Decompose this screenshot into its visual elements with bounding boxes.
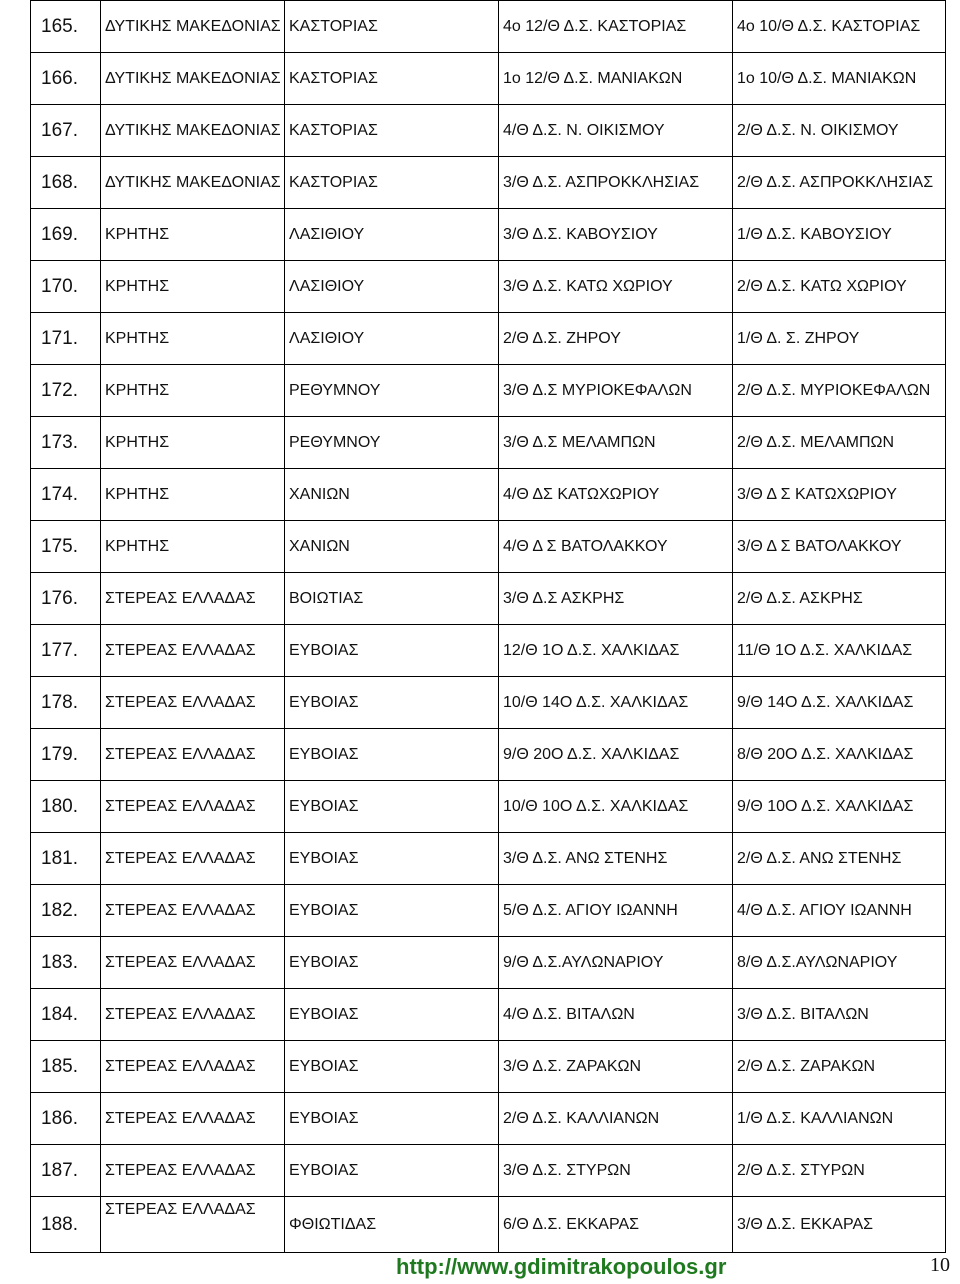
- region-cell: ΔΥΤΙΚΗΣ ΜΑΚΕΔΟΝΙΑΣ: [101, 1, 285, 53]
- prefecture-cell: ΕΥΒΟΙΑΣ: [285, 937, 499, 989]
- page-number: 10: [930, 1254, 950, 1276]
- row-number: 176.: [31, 573, 101, 625]
- table-row: [31, 417, 946, 469]
- row-number: 165.: [31, 1, 101, 53]
- region-cell: ΣΤΕΡΕΑΣ ΕΛΛΑΔΑΣ: [101, 1197, 285, 1253]
- school-to-cell: 2/Θ Δ.Σ. ΣΤΥΡΩΝ: [733, 1145, 946, 1197]
- row-number: 168.: [31, 157, 101, 209]
- table-row: [31, 781, 946, 833]
- table-row: [31, 157, 946, 209]
- table-row: [31, 261, 946, 313]
- school-to-cell: 3/Θ Δ.Σ. ΕΚΚΑΡΑΣ: [733, 1197, 946, 1253]
- school-to-cell: 2/Θ Δ.Σ. ΜΥΡΙΟΚΕΦΑΛΩΝ: [733, 365, 946, 417]
- prefecture-cell: ΕΥΒΟΙΑΣ: [285, 989, 499, 1041]
- prefecture-cell: ΡΕΘΥΜΝΟΥ: [285, 365, 499, 417]
- table-row: [31, 1145, 946, 1197]
- school-to-cell: 8/Θ 20Ο Δ.Σ. ΧΑΛΚΙΔΑΣ: [733, 729, 946, 781]
- region-cell: ΣΤΕΡΕΑΣ ΕΛΛΑΔΑΣ: [101, 781, 285, 833]
- table-row: [31, 833, 946, 885]
- table-row: [31, 677, 946, 729]
- region-cell: ΚΡΗΤΗΣ: [101, 469, 285, 521]
- region-cell: ΔΥΤΙΚΗΣ ΜΑΚΕΔΟΝΙΑΣ: [101, 157, 285, 209]
- table-row: [31, 729, 946, 781]
- school-from-cell: 3/Θ Δ.Σ. ΣΤΥΡΩΝ: [499, 1145, 733, 1197]
- prefecture-cell: ΕΥΒΟΙΑΣ: [285, 885, 499, 937]
- school-from-cell: 4/Θ Δ.Σ. ΒΙΤΑΛΩΝ: [499, 989, 733, 1041]
- school-from-cell: 3/Θ Δ.Σ ΑΣΚΡΗΣ: [499, 573, 733, 625]
- row-number: 185.: [31, 1041, 101, 1093]
- school-to-cell: 1/Θ Δ.Σ. ΚΑΒΟΥΣΙΟΥ: [733, 209, 946, 261]
- prefecture-cell: ΕΥΒΟΙΑΣ: [285, 1145, 499, 1197]
- school-to-cell: 2/Θ Δ.Σ. ΚΑΤΩ ΧΩΡΙΟΥ: [733, 261, 946, 313]
- region-cell: ΣΤΕΡΕΑΣ ΕΛΛΑΔΑΣ: [101, 885, 285, 937]
- school-from-cell: 3/Θ Δ.Σ. ΚΑΒΟΥΣΙΟΥ: [499, 209, 733, 261]
- region-cell: ΣΤΕΡΕΑΣ ΕΛΛΑΔΑΣ: [101, 1093, 285, 1145]
- school-from-cell: 5/Θ Δ.Σ. ΑΓΙΟΥ ΙΩΑΝΝΗ: [499, 885, 733, 937]
- row-number: 181.: [31, 833, 101, 885]
- region-cell: ΣΤΕΡΕΑΣ ΕΛΛΑΔΑΣ: [101, 573, 285, 625]
- row-number: 172.: [31, 365, 101, 417]
- region-cell: ΣΤΕΡΕΑΣ ΕΛΛΑΔΑΣ: [101, 625, 285, 677]
- region-cell: ΚΡΗΤΗΣ: [101, 521, 285, 573]
- table-row: [31, 521, 946, 573]
- school-from-cell: 10/Θ 14Ο Δ.Σ. ΧΑΛΚΙΔΑΣ: [499, 677, 733, 729]
- row-number: 178.: [31, 677, 101, 729]
- school-to-cell: 3/Θ Δ Σ ΒΑΤΟΛΑΚΚΟΥ: [733, 521, 946, 573]
- prefecture-cell: ΕΥΒΟΙΑΣ: [285, 1093, 499, 1145]
- prefecture-cell: ΧΑΝΙΩΝ: [285, 469, 499, 521]
- school-from-cell: 9/Θ 20Ο Δ.Σ. ΧΑΛΚΙΔΑΣ: [499, 729, 733, 781]
- row-number: 171.: [31, 313, 101, 365]
- school-from-cell: 9/Θ Δ.Σ.ΑΥΛΩΝΑΡΙΟΥ: [499, 937, 733, 989]
- school-to-cell: 9/Θ 10Ο Δ.Σ. ΧΑΛΚΙΔΑΣ: [733, 781, 946, 833]
- region-cell: ΣΤΕΡΕΑΣ ΕΛΛΑΔΑΣ: [101, 1041, 285, 1093]
- region-cell: ΚΡΗΤΗΣ: [101, 365, 285, 417]
- school-to-cell: 4ο 10/Θ Δ.Σ. ΚΑΣΤΟΡΙΑΣ: [733, 1, 946, 53]
- school-from-cell: 10/Θ 10Ο Δ.Σ. ΧΑΛΚΙΔΑΣ: [499, 781, 733, 833]
- prefecture-cell: ΕΥΒΟΙΑΣ: [285, 781, 499, 833]
- prefecture-cell: ΛΑΣΙΘΙΟΥ: [285, 209, 499, 261]
- table-body: [31, 1, 946, 1253]
- region-cell: ΚΡΗΤΗΣ: [101, 261, 285, 313]
- school-from-cell: 1ο 12/Θ Δ.Σ. ΜΑΝΙΑΚΩΝ: [499, 53, 733, 105]
- region-cell: ΣΤΕΡΕΑΣ ΕΛΛΑΔΑΣ: [101, 729, 285, 781]
- prefecture-cell: ΕΥΒΟΙΑΣ: [285, 729, 499, 781]
- region-cell: ΣΤΕΡΕΑΣ ΕΛΛΑΔΑΣ: [101, 677, 285, 729]
- prefecture-cell: ΦΘΙΩΤΙΔΑΣ: [285, 1197, 499, 1253]
- table-row: [31, 209, 946, 261]
- school-to-cell: 11/Θ 1Ο Δ.Σ. ΧΑΛΚΙΔΑΣ: [733, 625, 946, 677]
- school-to-cell: 3/Θ Δ Σ ΚΑΤΩΧΩΡΙΟΥ: [733, 469, 946, 521]
- prefecture-cell: ΛΑΣΙΘΙΟΥ: [285, 261, 499, 313]
- prefecture-cell: ΚΑΣΤΟΡΙΑΣ: [285, 105, 499, 157]
- region-cell: ΚΡΗΤΗΣ: [101, 313, 285, 365]
- school-to-cell: 2/Θ Δ.Σ. ΑΣΠΡΟΚΚΛΗΣΙΑΣ: [733, 157, 946, 209]
- row-number: 180.: [31, 781, 101, 833]
- table-row: [31, 1041, 946, 1093]
- school-from-cell: 4/Θ Δ.Σ. Ν. ΟΙΚΙΣΜΟΥ: [499, 105, 733, 157]
- table-row: [31, 1, 946, 53]
- school-from-cell: 3/Θ Δ.Σ. ΖΑΡΑΚΩΝ: [499, 1041, 733, 1093]
- school-from-cell: 4/Θ Δ Σ ΒΑΤΟΛΑΚΚΟΥ: [499, 521, 733, 573]
- table-row: [31, 365, 946, 417]
- prefecture-cell: ΚΑΣΤΟΡΙΑΣ: [285, 157, 499, 209]
- school-from-cell: 6/Θ Δ.Σ. ΕΚΚΑΡΑΣ: [499, 1197, 733, 1253]
- row-number: 169.: [31, 209, 101, 261]
- region-cell: ΣΤΕΡΕΑΣ ΕΛΛΑΔΑΣ: [101, 833, 285, 885]
- school-to-cell: 2/Θ Δ.Σ. ΑΝΩ ΣΤΕΝΗΣ: [733, 833, 946, 885]
- school-from-cell: 2/Θ Δ.Σ. ΖΗΡΟΥ: [499, 313, 733, 365]
- region-cell: ΣΤΕΡΕΑΣ ΕΛΛΑΔΑΣ: [101, 937, 285, 989]
- table-row: [31, 1197, 946, 1253]
- prefecture-cell: ΕΥΒΟΙΑΣ: [285, 677, 499, 729]
- school-from-cell: 2/Θ Δ.Σ. ΚΑΛΛΙΑΝΩΝ: [499, 1093, 733, 1145]
- prefecture-cell: ΕΥΒΟΙΑΣ: [285, 1041, 499, 1093]
- school-from-cell: 3/Θ Δ.Σ. ΚΑΤΩ ΧΩΡΙΟΥ: [499, 261, 733, 313]
- row-number: 174.: [31, 469, 101, 521]
- school-to-cell: 3/Θ Δ.Σ. ΒΙΤΑΛΩΝ: [733, 989, 946, 1041]
- table-row: [31, 1093, 946, 1145]
- row-number: 175.: [31, 521, 101, 573]
- table-row: [31, 105, 946, 157]
- region-cell: ΔΥΤΙΚΗΣ ΜΑΚΕΔΟΝΙΑΣ: [101, 53, 285, 105]
- row-number: 186.: [31, 1093, 101, 1145]
- row-number: 166.: [31, 53, 101, 105]
- region-cell: ΚΡΗΤΗΣ: [101, 417, 285, 469]
- school-from-cell: 3/Θ Δ.Σ ΜΕΛΑΜΠΩΝ: [499, 417, 733, 469]
- row-number: 167.: [31, 105, 101, 157]
- row-number: 173.: [31, 417, 101, 469]
- prefecture-cell: ΡΕΘΥΜΝΟΥ: [285, 417, 499, 469]
- row-number: 188.: [31, 1197, 101, 1253]
- row-number: 179.: [31, 729, 101, 781]
- table-row: [31, 53, 946, 105]
- prefecture-cell: ΚΑΣΤΟΡΙΑΣ: [285, 53, 499, 105]
- row-number: 187.: [31, 1145, 101, 1197]
- table-row: [31, 885, 946, 937]
- prefecture-cell: ΒΟΙΩΤΙΑΣ: [285, 573, 499, 625]
- region-cell: ΣΤΕΡΕΑΣ ΕΛΛΑΔΑΣ: [101, 989, 285, 1041]
- school-to-cell: 1/Θ Δ.Σ. ΚΑΛΛΙΑΝΩΝ: [733, 1093, 946, 1145]
- school-from-cell: 4ο 12/Θ Δ.Σ. ΚΑΣΤΟΡΙΑΣ: [499, 1, 733, 53]
- school-to-cell: 8/Θ Δ.Σ.ΑΥΛΩΝΑΡΙΟΥ: [733, 937, 946, 989]
- school-from-cell: 3/Θ Δ.Σ ΜΥΡΙΟΚΕΦΑΛΩΝ: [499, 365, 733, 417]
- school-to-cell: 2/Θ Δ.Σ. ΑΣΚΡΗΣ: [733, 573, 946, 625]
- school-from-cell: 12/Θ 1Ο Δ.Σ. ΧΑΛΚΙΔΑΣ: [499, 625, 733, 677]
- school-to-cell: 2/Θ Δ.Σ. Ν. ΟΙΚΙΣΜΟΥ: [733, 105, 946, 157]
- row-number: 184.: [31, 989, 101, 1041]
- row-number: 177.: [31, 625, 101, 677]
- school-to-cell: 1ο 10/Θ Δ.Σ. ΜΑΝΙΑΚΩΝ: [733, 53, 946, 105]
- table-row: [31, 573, 946, 625]
- table-row: [31, 469, 946, 521]
- school-to-cell: 2/Θ Δ.Σ. ΜΕΛΑΜΠΩΝ: [733, 417, 946, 469]
- prefecture-cell: ΕΥΒΟΙΑΣ: [285, 625, 499, 677]
- prefecture-cell: ΛΑΣΙΘΙΟΥ: [285, 313, 499, 365]
- school-to-cell: 2/Θ Δ.Σ. ΖΑΡΑΚΩΝ: [733, 1041, 946, 1093]
- school-to-cell: 4/Θ Δ.Σ. ΑΓΙΟΥ ΙΩΑΝΝΗ: [733, 885, 946, 937]
- table-row: [31, 625, 946, 677]
- school-from-cell: 3/Θ Δ.Σ. ΑΣΠΡΟΚΚΛΗΣΙΑΣ: [499, 157, 733, 209]
- row-number: 182.: [31, 885, 101, 937]
- prefecture-cell: ΧΑΝΙΩΝ: [285, 521, 499, 573]
- footer-url-link[interactable]: http://www.gdimitrakopoulos.gr: [396, 1254, 727, 1279]
- row-number: 170.: [31, 261, 101, 313]
- schools-table: [30, 0, 946, 1253]
- region-cell: ΣΤΕΡΕΑΣ ΕΛΛΑΔΑΣ: [101, 1145, 285, 1197]
- region-cell: ΚΡΗΤΗΣ: [101, 209, 285, 261]
- table-row: [31, 313, 946, 365]
- row-number: 183.: [31, 937, 101, 989]
- school-to-cell: 1/Θ Δ. Σ. ΖΗΡΟΥ: [733, 313, 946, 365]
- school-from-cell: 4/Θ ΔΣ ΚΑΤΩΧΩΡΙΟΥ: [499, 469, 733, 521]
- prefecture-cell: ΕΥΒΟΙΑΣ: [285, 833, 499, 885]
- table-row: [31, 989, 946, 1041]
- table-row: [31, 937, 946, 989]
- school-from-cell: 3/Θ Δ.Σ. ΑΝΩ ΣΤΕΝΗΣ: [499, 833, 733, 885]
- school-to-cell: 9/Θ 14Ο Δ.Σ. ΧΑΛΚΙΔΑΣ: [733, 677, 946, 729]
- prefecture-cell: ΚΑΣΤΟΡΙΑΣ: [285, 1, 499, 53]
- region-cell: ΔΥΤΙΚΗΣ ΜΑΚΕΔΟΝΙΑΣ: [101, 105, 285, 157]
